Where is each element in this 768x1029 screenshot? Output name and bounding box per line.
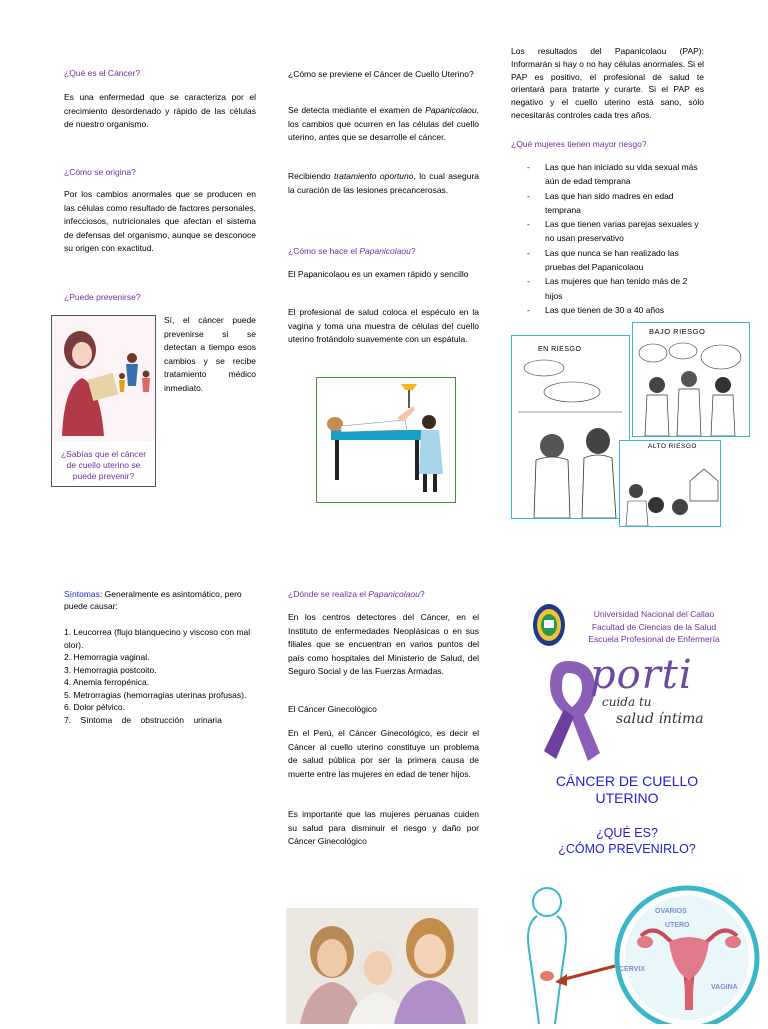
- text-cancer-peru: En el Perú, el Cáncer Ginecológico, es decir el Cáncer al cuello uterino constituye un problema de salud pública por ser la primera causa de muerte entre las mujeres en edad de tener hijos.: [288, 728, 479, 779]
- heading-como-se-hace: ¿Cómo se hace el Papanicolaou?: [288, 246, 416, 256]
- prevention-illustration: [51, 315, 156, 487]
- text-puede-prevenirse: Sí, el cáncer puede prevenirse si se detectan a tiempo esos cambios y se recibe tratamiento médico inmediato.: [164, 315, 256, 393]
- list-item: - Las que han iniciado su vida sexual más aún de edad temprana: [511, 160, 704, 189]
- list-item: 6. Dolor pélvico.: [64, 702, 125, 712]
- exam-illustration: [316, 377, 456, 503]
- text-importancia: Es importante que las mujeres peruanas cuiden su salud para disminuir el riesgo y daño por Cáncer Ginecológico: [288, 809, 479, 846]
- subheading-cancer-ginecologico: El Cáncer Ginecológico: [288, 704, 377, 714]
- list-item: - Las que tienen de 30 a 40 años: [511, 303, 704, 317]
- cartoon-en-riesgo: [511, 335, 630, 519]
- heading-como-se-origina: ¿Cómo se origina?: [64, 167, 136, 177]
- list-item: 7. Síntoma de obstrucción urinaria: [64, 714, 222, 725]
- university-logo: [532, 603, 566, 647]
- cartoon-label-bajo-riesgo: BAJO RIESGO: [649, 327, 706, 336]
- cover-title-line1: CÁNCER DE CUELLO: [555, 773, 699, 789]
- heading-donde-se-realiza: ¿Dónde se realiza el Papanicolaou?: [288, 589, 425, 599]
- heading-que-es-cancer: ¿Qué es el Cáncer?: [64, 68, 141, 78]
- female-anatomy-drawing: [515, 880, 768, 1024]
- text-que-es-cancer: Es una enfermedad que se caracteriza por el crecimiento desordenado y rápido de las células de nuestro organismo.: [64, 92, 256, 129]
- list-item: - Las mujeres que han tenido más de 2 hijos: [511, 274, 704, 303]
- list-item: 2. Hemorragia vaginal.: [64, 652, 150, 662]
- slogan-line1: cuida tu: [602, 695, 652, 709]
- text-tratamiento: Recibiendo tratamiento oportuno, lo cual asegura la curación de las lesiones precancerosas.: [288, 171, 479, 195]
- label-cervix: CERVIX: [619, 966, 645, 973]
- text-como-se-origina: Por los cambios anormales que se producen en las células como resultado de factores personales, infecciosos, nutricionales que afectan el sistema de defensas del organismo, aunque se desconoce su origen con exactitud.: [64, 189, 256, 253]
- en-riesgo-drawing: [512, 336, 629, 518]
- heading-puede-prevenirse: ¿Puede prevenirse?: [64, 292, 141, 302]
- illustration-caption: ¿Sabías que el cáncer de cuello uterino se puede prevenir?: [60, 449, 147, 481]
- label-utero: UTERO: [665, 922, 690, 929]
- symptoms-list: [64, 626, 254, 726]
- text-centros-detectores: En los centros detectores del Cáncer, en el Instituto de enfermedades Neoplásicas o en sus filiales que se encuentran en varios puntos del país como hospitales del Ministerio de Salud, del Seguro Social y de las Fuerzas Armadas.: [288, 612, 479, 676]
- cartoon-label-alto-riesgo: ALTO RIESGO: [648, 443, 697, 450]
- slogan-line2: salud íntima: [616, 711, 704, 727]
- cartoon-alto-riesgo: [619, 440, 721, 527]
- women-photo: [286, 908, 478, 1024]
- text-procedimiento: El profesional de salud coloca el espéculo en la vagina y toma una muestra de células del cuello uterino frotándolo suavemente con un espátula.: [288, 307, 479, 344]
- alto-riesgo-drawing: [620, 441, 720, 526]
- text-resultados-pap: Los resultados del Papanicolaou (PAP): Informarán si hay o no hay células anormales. Si el PAP es positivo, el profesional de salud te orientará para tratarte y curarte. Si el PAP es negativo y el cuello uterino está sano, sólo necesitarás controles cada tres años.: [511, 46, 704, 120]
- list-item: - Las que nunca se han realizado las pruebas del Papanicolaou: [511, 246, 704, 275]
- cover-question-2: ¿CÓMO PREVENIRLO?: [558, 842, 696, 856]
- list-item: - Las que han sido madres en edad temprana: [511, 189, 704, 218]
- text-sintomas-intro: Síntomas: Generalmente es asintomático, pero puede causar:: [64, 589, 242, 611]
- cover-questions: [527, 825, 727, 857]
- heading-como-se-previene: ¿Cómo se previene el Cáncer de Cuello Uterino?: [288, 69, 474, 79]
- cartoon-bajo-riesgo: [632, 322, 750, 437]
- heading-mayor-riesgo: ¿Qué mujeres tienen mayor riesgo?: [511, 139, 647, 149]
- list-item: 1. Leucorrea (flujo blanquecino y viscoso con mal olor).: [64, 627, 251, 650]
- three-women-photo: [286, 908, 478, 1024]
- cover-title-line2: UTERINO: [595, 790, 659, 806]
- text-examen-rapido: El Papanicolaou es un examen rápido y sencillo: [288, 269, 469, 279]
- label-vagina: VAGINA: [711, 984, 738, 991]
- cartoon-label-en-riesgo: EN RIESGO: [538, 346, 582, 353]
- list-item: 4. Anemia ferropénica.: [64, 677, 150, 687]
- university-name: Universidad Nacional del Callao: [593, 609, 715, 619]
- anatomy-illustration: [515, 880, 768, 1024]
- bajo-riesgo-drawing: [633, 323, 749, 436]
- text-deteccion: Se detecta mediante el examen de Papanicolaou, los cambios que ocurren en las células del cuello uterino, antes que se desarrolle el cáncer.: [288, 105, 479, 142]
- faculty-name: Facultad de Ciencias de la Salud: [591, 621, 717, 632]
- cover-title: [527, 773, 727, 807]
- list-item: - Las que tienen varias parejas sexuales y no usan preservativo: [511, 217, 704, 246]
- risk-list: [511, 160, 704, 317]
- university-seal-icon: [532, 603, 566, 647]
- list-item: 3. Hemorragia postcoito.: [64, 664, 157, 675]
- slogan-main: porti: [590, 652, 693, 698]
- woman-reading-illustration: [52, 316, 155, 441]
- school-name: Escuela Profesional de Enfermería: [588, 634, 720, 644]
- list-item: 5. Metrorragias (hemorragias uterinas profusas).: [64, 689, 247, 700]
- papanicolaou-exam-drawing: [317, 378, 455, 502]
- cover-question-1: ¿QUÉ ES?: [596, 826, 658, 840]
- label-ovarios: OVARIOS: [655, 908, 687, 915]
- institution-block: [574, 608, 734, 646]
- por-ti-logo: [528, 652, 738, 765]
